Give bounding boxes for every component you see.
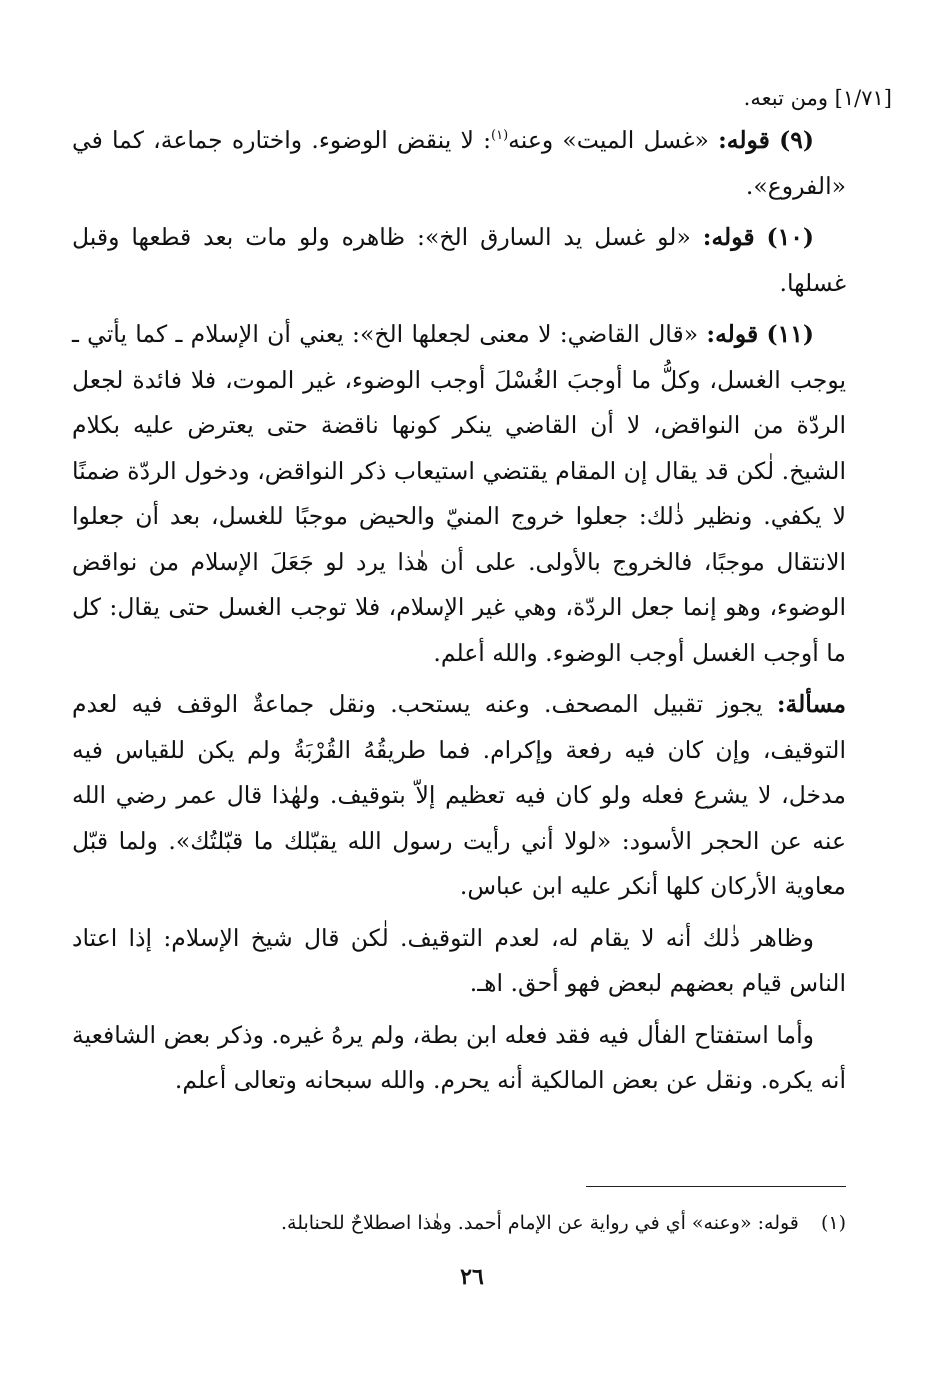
item-number: (١٠) bbox=[766, 223, 814, 251]
footnote-marker[interactable]: (١) bbox=[491, 128, 509, 144]
item-keyword: قوله: bbox=[702, 223, 755, 251]
paragraph-10 bbox=[72, 215, 846, 306]
paragraph-masala bbox=[72, 682, 846, 910]
item-text: «قال القاضي: لا معنى لجعلها الخ»: يعني أن الإسلام ـ كما يأتي ـ يوجب الغسل، وكلُّ ما أوجبَ الغُسْلَ أوجب الوضوء، غير الموت، فلا فائدة لجعل الردّة من النواقض، لا أن القاضي ينكر كونها ناقضة حتى يعترض عليه بكلام الشيخ. لٰكن قد يقال إن المقام يقتضي استيعاب ذكر النواقض، ودخول الردّة ضمنًا لا يكفي. ونظير ذٰلك: جعلوا خروج المنيّ والحيض موجبًا للغسل، بعد أن جعلوا الانتقال موجبًا، فالخروج بالأولى. على أن هٰذا يرد لو جَعَلَ الإسلام من نواقض الوضوء، وهو إنما جعل الردّة، وهي غير الإسلام، فلا توجب الغسل حتى يقال: كل ما أوجب الغسل أوجب الوضوء. والله أعلم. bbox=[72, 320, 846, 667]
paragraph-text: وأما استفتاح الفأل فيه فقد فعله ابن بطة، ولم يرهُ غيره. وذكر بعض الشافعية أنه يكره. ونقل عن بعض المالكية أنه يحرم. والله سبحانه وتعالى أعلم. bbox=[72, 1020, 846, 1094]
footnote-separator bbox=[586, 1186, 846, 1187]
footnote-text: قوله: «وعنه» أي في رواية عن الإمام أحمد. وهٰذا اصطلاحٌ للحنابلة. bbox=[280, 1212, 799, 1234]
item-quote: «غسل الميت» وعنه bbox=[508, 126, 709, 154]
masala-label: مسألة: bbox=[776, 690, 846, 718]
item-text: «لو غسل يد السارق الخ»: ظاهره ولو مات بعد قطعها وقبل غسلها. bbox=[72, 223, 846, 297]
footnote-number: (١) bbox=[820, 1212, 846, 1234]
item-keyword: قوله: bbox=[706, 320, 759, 348]
masala-text: يجوز تقبيل المصحف. وعنه يستحب. ونقل جماعةٌ الوقف فيه لعدم التوقيف، وإن كان فيه رفعة وإكرام. فما طريقُهُ القُرْبَةُ ولم يكن للقياس فيه مدخل، لا يشرع فعله ولو كان فيه تعظيم إلاّ بتوقيف. ولهٰذا قال عمر رضي الله عنه عن الحجر الأسود: «لولا أني رأيت رسول الله يقبّلك ما قبّلتُك». ولما قبّل معاوية الأركان كلها أنكر عليه ابن عباس. bbox=[72, 690, 846, 900]
page-number: ٢٦ bbox=[460, 1264, 484, 1290]
paragraph-amma bbox=[72, 1013, 846, 1104]
header-text: ومن تبعه. bbox=[743, 86, 828, 110]
footnote bbox=[200, 1206, 846, 1240]
item-number: (١١) bbox=[766, 320, 814, 348]
running-header bbox=[72, 78, 892, 118]
paragraph-11 bbox=[72, 312, 846, 676]
item-number: (٩) bbox=[779, 126, 814, 154]
item-text: : لا ينقض الوضوء. واختاره جماعة، كما في «الفروع». bbox=[72, 126, 846, 200]
paragraph-9 bbox=[72, 118, 846, 209]
page-reference: [١/٧١] bbox=[834, 86, 892, 110]
item-keyword: قوله: bbox=[718, 126, 770, 154]
page-body bbox=[72, 78, 892, 1110]
paragraph-zahir bbox=[72, 916, 846, 1007]
paragraph-text: وظاهر ذٰلك أنه لا يقام له، لعدم التوقيف. لٰكن قال شيخ الإسلام: إذا اعتاد الناس قيام بعضهم لبعض فهو أحق. اهـ. bbox=[72, 923, 846, 997]
